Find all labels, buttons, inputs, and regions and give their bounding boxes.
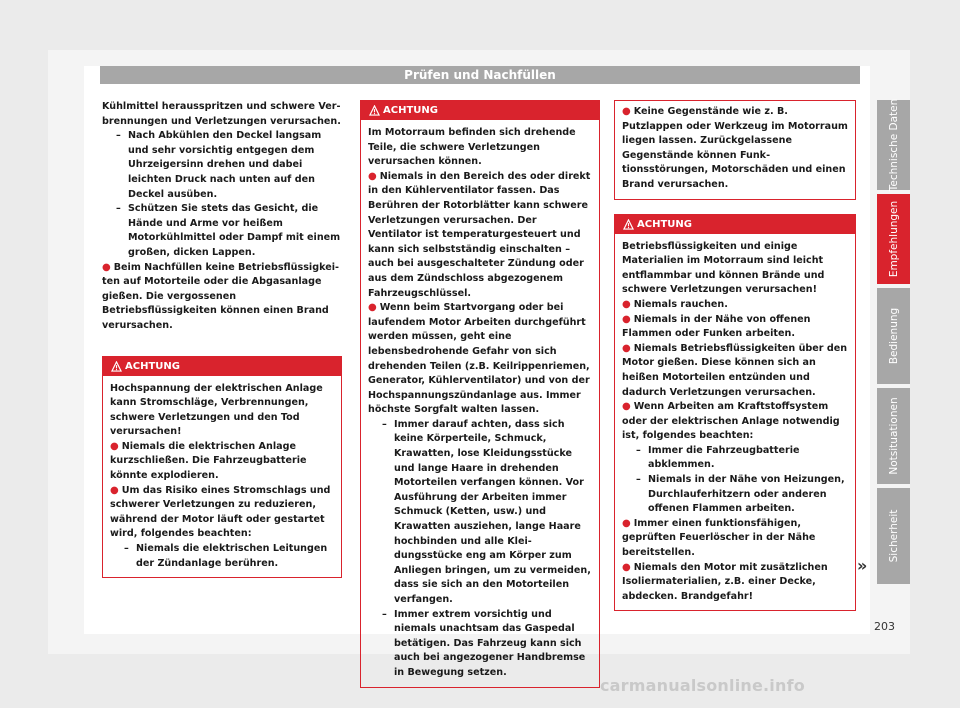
warning-body [615, 101, 855, 199]
warning-triangle-icon [623, 219, 634, 230]
page-title: Prüfen und Nachfüllen [100, 66, 860, 84]
bullet-item: ● Keine Gegenstände wie z. B. Putzlappen oder Werkzeug im Motorraum liegen lassen. Zurückgelassene Gegenstände können Funktionsstörungen, Motorschäden und einen Brand verursachen. [622, 106, 848, 190]
bullet-item: ● Niemals Betriebsflüssigkeiten über den Motor gießen. Diese können sich an heißen Motorteilen entzünden und dadurch Verletzungen verursachen. [622, 342, 848, 398]
column-1 [102, 100, 342, 578]
bullet-item: ● Wenn beim Startvorgang oder bei laufendem Motor Arbeiten durchgeführt werden müssen, geht eine lebensbedrohende Gefahr von sich drehenden Teilen (z.B. Keilrippenriemen, Generator, Kühlerventilator) und von der Hochspannungszündanlage aus. Immer höchste Sorgfalt walten lassen. [368, 302, 590, 416]
bullet-icon: ● [622, 401, 631, 413]
bullet-icon: ● [622, 298, 631, 310]
dash-item: – Immer darauf achten, dass sich keine Körperteile, Schmuck, Krawatten, lose Kleidungsstücke und lange Haare in drehenden Motorteilen verfangen können. Vor Ausführung der Arbeiten immer Schmuck (Ketten, usw.) und Krawatten ausziehen, lange Haare hochbinden und alle Kleidungsstücke eng am Körper zum Anliegen bringen, um zu vermeiden, dass sie sich an den Motorteilen verfangen. [382, 418, 591, 605]
bullet-item: ● Beim Nachfüllen keine Betriebsflüssigkeiten auf Motorteile oder die Abgasanlage gießen. Die vergossenen Betriebsflüssigkeiten können einen Brand verursachen. [102, 261, 339, 331]
watermark: carmanualsonline.info [600, 676, 805, 695]
warning-triangle-icon [369, 105, 380, 116]
warning-continuation-box [614, 100, 856, 200]
continue-arrow-icon: » [857, 556, 868, 575]
paragraph: Im Motorraum befinden sich drehende Teile, die schwere Verletzungen verursachen können. [368, 127, 576, 168]
page-number: 203 [874, 620, 895, 633]
warning-header [615, 215, 855, 234]
bullet-item: ● Niemals den Motor mit zusätzlichen Isoliermaterialien, z.B. einer Decke, abdecken. Brandgefahr! [622, 561, 828, 602]
tab-empfehlungen[interactable]: Empfehlungen [877, 194, 910, 284]
bullet-icon: ● [622, 517, 631, 529]
bullet-icon: ● [622, 106, 631, 117]
warning-header [361, 101, 599, 120]
bullet-item: ● Niemals in den Bereich des oder direkt in den Kühlerventilator fassen. Das Berühren der Rotorblätter kann schwere Verletzungen verursachen. Der Ventilator ist temperaturgesteuert und kann sich selbstständig einschalten – auch bei ausgeschalteter Zündung oder aus dem Zündschloss abgezogenem Fahrzeugschlüssel. [368, 170, 591, 299]
warning-box [102, 356, 342, 579]
bullet-item: ● Um das Risiko eines Stromschlags und schwerer Verletzungen zu reduzieren, während der Motor läuft oder gestartet wird, folgendes beachten: [110, 484, 331, 540]
dash-item: – Niemals die elektrischen Leitungen der Zündanlage berühren. [124, 543, 328, 569]
bullet-item: ● Niemals rauchen. [622, 298, 728, 310]
dash-item: – Immer die Fahrzeugbatterie abklemmen. [636, 444, 800, 471]
bullet-icon: ● [622, 561, 631, 573]
tab-bedienung[interactable]: Bedienung [877, 288, 910, 384]
tab-technische-daten[interactable]: Technische Daten [877, 100, 910, 190]
bullet-icon: ● [368, 302, 377, 314]
paragraph: Betriebsflüssigkeiten und einige Materialien im Motorraum sind leicht entflammbar und können Brände und schwere Verletzungen verursachen! [622, 240, 825, 296]
warning-header [103, 357, 341, 376]
warning-body [103, 376, 341, 578]
warning-box [360, 100, 600, 688]
warning-title: ACHTUNG [125, 360, 180, 372]
paragraph: Hochspannung der elektrischen Anlage kann Stromschläge, Verbrennungen, schwere Verletzungen und den Tod verursachen! [110, 382, 323, 438]
dash-item: – Schützen Sie stets das Gesicht, die Hände und Arme vor heißem Motorkühlmittel oder Dampf mit einem großen, dicken Lappen. [116, 203, 341, 258]
bullet-icon: ● [110, 440, 119, 452]
warning-title: ACHTUNG [383, 105, 438, 116]
tab-notsituationen[interactable]: Notsituationen [877, 388, 910, 484]
column-3 [614, 100, 856, 611]
paragraph: Kühlmittel herausspritzen und schwere Verbrennungen und Verletzungen verursachen. [102, 101, 341, 127]
bullet-item: ● Wenn Arbeiten am Kraftstoffsystem oder der elektrischen Anlage notwendig ist, folgendes beachten: [622, 401, 840, 442]
bullet-icon: ● [102, 261, 111, 273]
bullet-icon: ● [368, 170, 377, 182]
warning-body [615, 234, 855, 611]
column-2 [360, 100, 600, 688]
dash-item: – Immer extrem vorsichtig und niemals unachtsam das Gaspedal betätigen. Das Fahrzeug kann sich auch bei angezogener Handbremse in Bewegung setzen. [382, 608, 586, 678]
warning-triangle-icon [111, 361, 122, 372]
bullet-icon: ● [622, 313, 631, 325]
dash-item: – Niemals in der Nähe von Heizungen, Durchlauferhitzern oder anderen offenen Flammen arbeiten. [636, 474, 845, 515]
dash-item: – Nach Abkühlen den Deckel langsam und sehr vorsichtig entgegen dem Uhrzeigersinn drehen und dabei leichten Druck nach unten auf den Deckel ausüben. [116, 130, 322, 200]
bullet-item: ● Niemals die elektrischen Anlage kurzschließen. Die Fahrzeugbatterie könnte explodieren. [110, 440, 307, 482]
bullet-item: ● Immer einen funktionsfähigen, geprüften Feuerlöscher in der Nähe bereitstellen. [622, 517, 816, 559]
warning-body [361, 120, 599, 687]
bullet-icon: ● [110, 484, 119, 496]
warning-box [614, 214, 856, 612]
bullet-icon: ● [622, 342, 631, 354]
warning-title: ACHTUNG [637, 218, 692, 230]
tab-sicherheit[interactable]: Sicherheit [877, 488, 910, 584]
bullet-item: ● Niemals in der Nähe von offenen Flammen oder Funken arbeiten. [622, 313, 811, 340]
